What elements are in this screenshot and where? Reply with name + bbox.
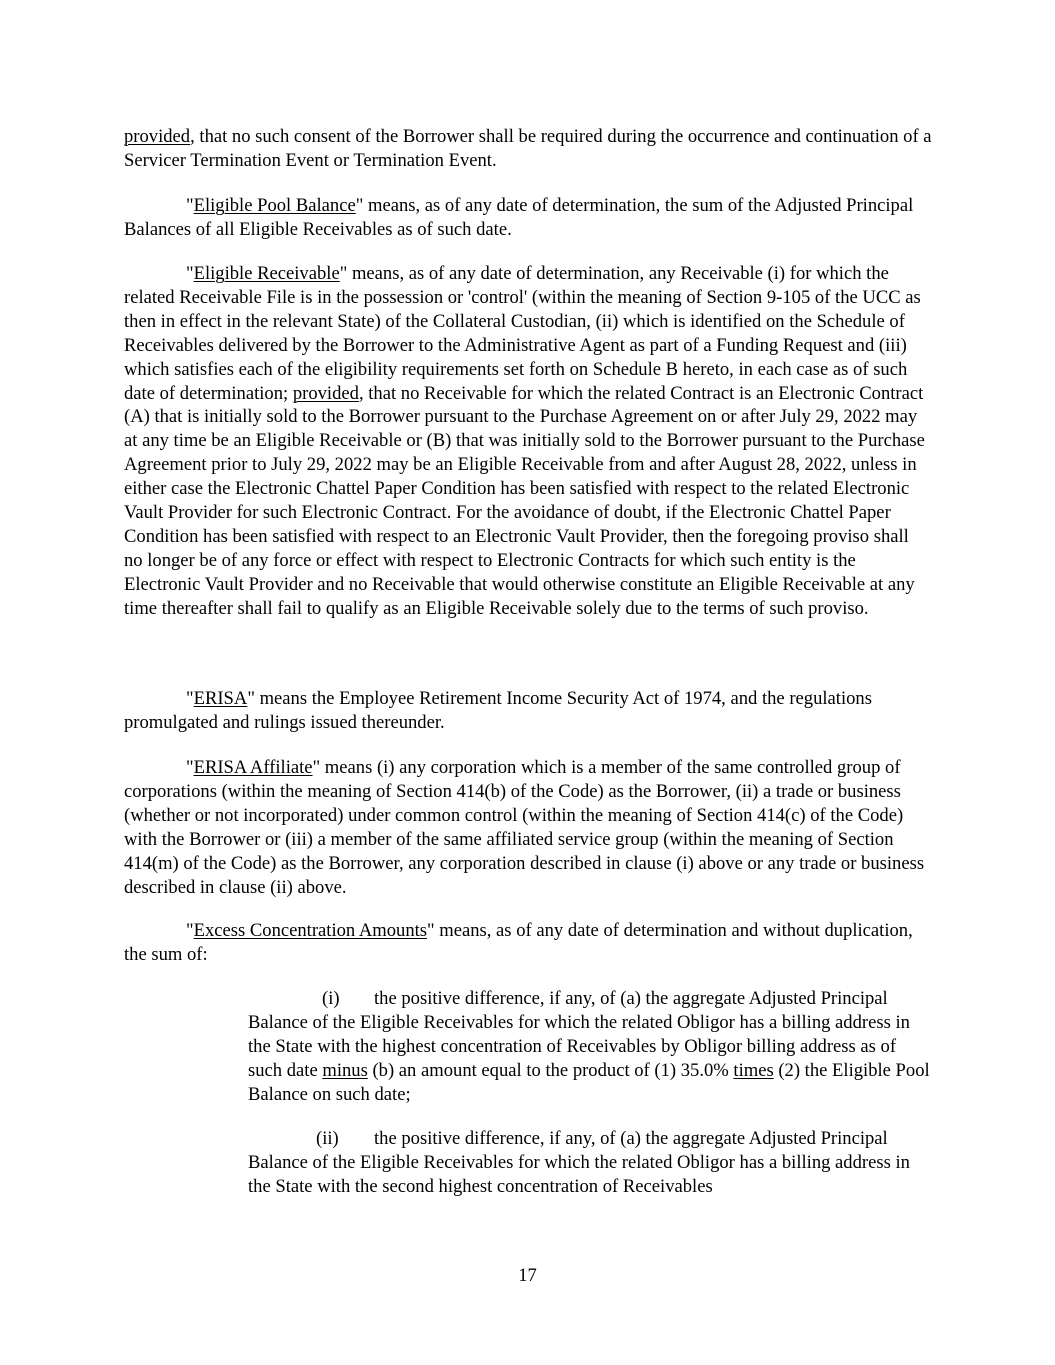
clause-number: (ii) bbox=[316, 1128, 339, 1149]
defined-term: Eligible Receivable bbox=[193, 263, 340, 284]
definition-eligible-pool-balance bbox=[124, 194, 932, 242]
defined-term-provided: provided bbox=[292, 382, 359, 404]
clause-text: the positive difference, if any, of (a) the aggregate Adjusted Principal Balance of the Eligible Receivables for which the related Obligor has a billing address in the State with the highest concentration of Receivables by Obligor billing address as of such date bbox=[248, 988, 910, 1081]
defined-term: ERISA Affiliate bbox=[193, 757, 313, 778]
paragraph-text: , that no such consent of the Borrower shall be required during the occurrence and continuation of a Servicer Termination Event or Termination Event. bbox=[124, 126, 932, 171]
defined-term: Excess Concentration Amounts bbox=[193, 920, 428, 941]
definition-text: " means (i) any corporation which is a member of the same controlled group of corporations (within the meaning of Section 414(b) of the Code) as the Borrower, (ii) a trade or business (whether or not incorporated) under common control (within the meaning of Section 414(c) of the Code) with the Borrower or (iii) a member of the same affiliated service group (within the meaning of Section 414(m) of the Code) as the Borrower, any corporation described in clause (i) above or any trade or business described in clause (ii) above. bbox=[124, 757, 925, 898]
definition-erisa-affiliate bbox=[124, 756, 932, 899]
definition-text: " means, as of any date of determination, the sum of the Adjusted Principal Balances of all Eligible Receivables as of such date. bbox=[124, 195, 914, 240]
page-number: 17 bbox=[518, 1265, 537, 1286]
clause-text: the positive difference, if any, of (a) the aggregate Adjusted Principal Balance of the Eligible Receivables for which the related Obligor has a billing address in the State with the second highest concentration of Receivables bbox=[248, 1128, 910, 1197]
paragraph-proviso-continuation bbox=[124, 125, 932, 173]
defined-term-provided: provided bbox=[124, 126, 191, 147]
definition-text: , that no Receivable for which the related Contract is an Electronic Contract (A) that is initially sold to the Borrower pursuant to the Purchase Agreement on or after July 29, 2022 may at any time be an Eligible Receivable or (B) that was initially sold to the Borrower pursuant to the Purchase Agreement prior to July 29, 2022 may be an Eligible Receivable from and after August 28, 2022, unless in either case the Electronic Chattel Paper Condition has been satisfied with respect to the related Electronic Vault Provider for such Electronic Contract. For the avoidance of doubt, if the Electronic Chattel Paper Condition has been satisfied with respect to an Electronic Vault Provider, then the foregoing proviso shall no longer be of any force or effect with respect to Electronic Contracts for which such entity is the Electronic Vault Provider and no Receivable that would otherwise constitute an Eligible Receivable at any time thereafter shall fail to qualify as an Eligible Receivable solely due to the terms of such proviso. bbox=[124, 382, 925, 619]
clause-ii bbox=[248, 1127, 932, 1199]
defined-term: ERISA bbox=[193, 688, 248, 709]
emphasis-times: times bbox=[733, 1059, 774, 1081]
clause-number: (i) bbox=[322, 988, 340, 1009]
definition-text: " means the Employee Retirement Income Security Act of 1974, and the regulations promulgated and rulings issued thereunder. bbox=[124, 688, 872, 733]
defined-term: Eligible Pool Balance bbox=[193, 195, 356, 216]
definition-text: " means, as of any date of determination and without duplication, the sum of: bbox=[124, 920, 913, 965]
definition-erisa bbox=[124, 687, 932, 735]
quote-mark: " bbox=[186, 920, 194, 941]
definition-eligible-receivable bbox=[124, 262, 932, 621]
clause-i bbox=[248, 987, 932, 1107]
clause-text: (2) the Eligible Pool Balance on such date; bbox=[248, 1059, 930, 1105]
definition-excess-concentration-amounts bbox=[124, 919, 932, 967]
quote-mark: " bbox=[186, 263, 194, 284]
emphasis-minus: minus bbox=[322, 1059, 368, 1081]
definition-text: " means, as of any date of determination, any Receivable (i) for which the related Receivable File is in the possession or 'control' (within the meaning of Section 9-105 of the UCC as then in effect in the relevant State) of the Collateral Custodian, (ii) which is identified on the Schedule of Receivables delivered by the Borrower to the Administrative Agent as part of a Funding Request and (iii) which satisfies each of the eligibility requirements set forth on Schedule B hereto, in each case as of such date of determination; bbox=[124, 263, 921, 404]
quote-mark: " bbox=[186, 757, 194, 778]
quote-mark: " bbox=[186, 688, 194, 709]
clause-text: (b) an amount equal to the product of (1) 35.0% bbox=[367, 1059, 734, 1081]
quote-mark: " bbox=[186, 195, 194, 216]
